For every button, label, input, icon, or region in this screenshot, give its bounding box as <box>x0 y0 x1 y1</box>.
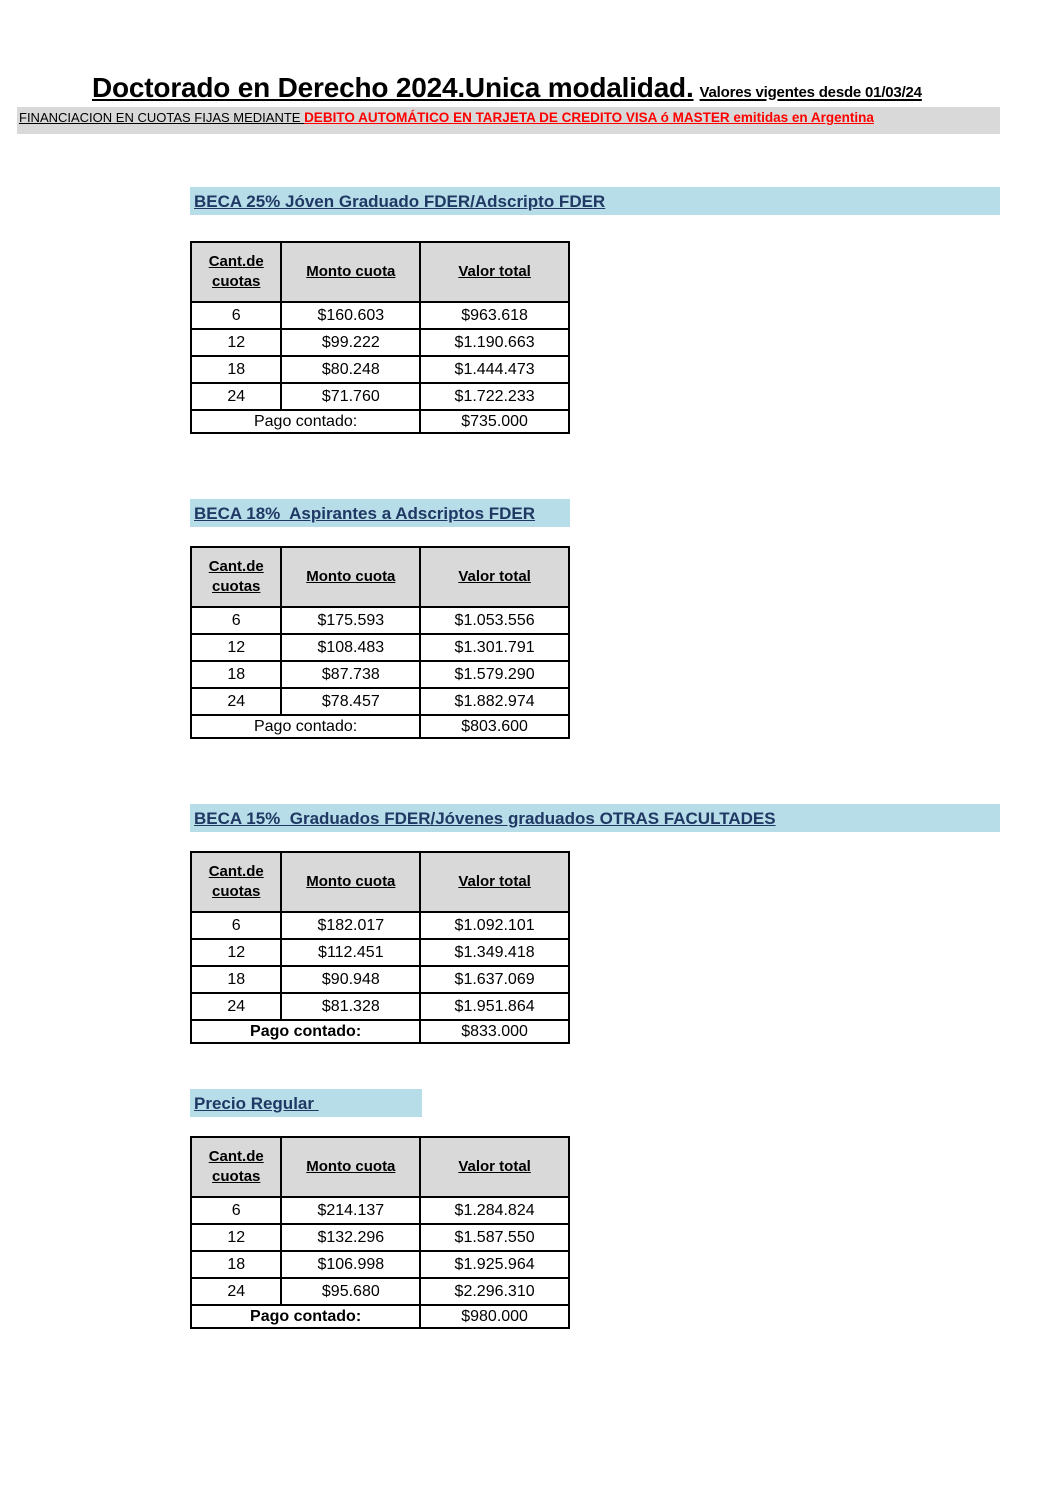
page-title <box>92 72 922 104</box>
cuotas-cell: 24 <box>191 993 281 1020</box>
contado-row <box>191 1020 569 1043</box>
monto-cell: $78.457 <box>281 688 420 715</box>
header-total: Valor total <box>420 547 569 607</box>
total-cell: $1.579.290 <box>420 661 569 688</box>
monto-cell: $214.137 <box>281 1197 420 1224</box>
table-row <box>191 302 569 329</box>
cuotas-cell: 18 <box>191 1251 281 1278</box>
total-cell: $1.053.556 <box>420 607 569 634</box>
total-cell: $1.190.663 <box>420 329 569 356</box>
cuotas-cell: 18 <box>191 661 281 688</box>
monto-cell: $175.593 <box>281 607 420 634</box>
total-cell: $1.637.069 <box>420 966 569 993</box>
monto-cell: $71.760 <box>281 383 420 410</box>
financing-highlight: DEBITO AUTOMÁTICO EN TARJETA DE CREDITO VISA ó MASTER emitidas en Argentina <box>304 110 874 125</box>
monto-cell: $87.738 <box>281 661 420 688</box>
financing-banner <box>17 107 1000 134</box>
table-row <box>191 634 569 661</box>
header-total: Valor total <box>420 852 569 912</box>
contado-value: $735.000 <box>420 410 569 433</box>
monto-cell: $132.296 <box>281 1224 420 1251</box>
section-header-beca-25: BECA 25% Jóven Graduado FDER/Adscripto FDER <box>190 187 1000 215</box>
table-row <box>191 607 569 634</box>
cuotas-cell: 12 <box>191 634 281 661</box>
table-row <box>191 688 569 715</box>
header-monto: Monto cuota <box>281 852 420 912</box>
financing-text: FINANCIACION EN CUOTAS FIJAS MEDIANTE <box>19 110 305 125</box>
header-cuotas: Cant.de cuotas <box>191 1137 281 1197</box>
monto-cell: $108.483 <box>281 634 420 661</box>
cuotas-cell: 12 <box>191 939 281 966</box>
contado-label: Pago contado: <box>191 715 420 738</box>
contado-value: $980.000 <box>420 1305 569 1328</box>
contado-label: Pago contado: <box>191 1305 420 1328</box>
monto-cell: $90.948 <box>281 966 420 993</box>
validity-date: Valores vigentes desde 01/03/24 <box>699 84 922 101</box>
header-total: Valor total <box>420 242 569 302</box>
table-row <box>191 329 569 356</box>
cuotas-cell: 6 <box>191 912 281 939</box>
contado-row <box>191 1305 569 1328</box>
table-row <box>191 1197 569 1224</box>
table-row <box>191 661 569 688</box>
total-cell: $963.618 <box>420 302 569 329</box>
total-cell: $1.722.233 <box>420 383 569 410</box>
contado-label: Pago contado: <box>191 1020 420 1043</box>
header-total: Valor total <box>420 1137 569 1197</box>
contado-row <box>191 715 569 738</box>
monto-cell: $81.328 <box>281 993 420 1020</box>
total-cell: $1.951.864 <box>420 993 569 1020</box>
monto-cell: $112.451 <box>281 939 420 966</box>
contado-value: $803.600 <box>420 715 569 738</box>
table-row <box>191 383 569 410</box>
table-row <box>191 1278 569 1305</box>
total-cell: $1.882.974 <box>420 688 569 715</box>
monto-cell: $160.603 <box>281 302 420 329</box>
total-cell: $1.301.791 <box>420 634 569 661</box>
cuotas-cell: 18 <box>191 966 281 993</box>
cuotas-cell: 24 <box>191 688 281 715</box>
total-cell: $2.296.310 <box>420 1278 569 1305</box>
price-table-beca-25 <box>190 241 570 434</box>
cuotas-cell: 6 <box>191 607 281 634</box>
total-cell: $1.284.824 <box>420 1197 569 1224</box>
table-row <box>191 912 569 939</box>
monto-cell: $99.222 <box>281 329 420 356</box>
contado-value: $833.000 <box>420 1020 569 1043</box>
monto-cell: $106.998 <box>281 1251 420 1278</box>
monto-cell: $182.017 <box>281 912 420 939</box>
cuotas-cell: 6 <box>191 302 281 329</box>
price-table-beca-15 <box>190 851 570 1044</box>
cuotas-cell: 12 <box>191 1224 281 1251</box>
table-row <box>191 1251 569 1278</box>
monto-cell: $80.248 <box>281 356 420 383</box>
total-cell: $1.092.101 <box>420 912 569 939</box>
total-cell: $1.925.964 <box>420 1251 569 1278</box>
table-row <box>191 966 569 993</box>
price-table-beca-18 <box>190 546 570 739</box>
contado-label: Pago contado: <box>191 410 420 433</box>
section-header-beca-15: BECA 15% Graduados FDER/Jóvenes graduados OTRAS FACULTADES <box>190 804 1000 832</box>
price-table-precio-regular <box>190 1136 570 1329</box>
cuotas-cell: 6 <box>191 1197 281 1224</box>
monto-cell: $95.680 <box>281 1278 420 1305</box>
page-title-main: Doctorado en Derecho 2024.Unica modalidad. <box>92 72 694 103</box>
total-cell: $1.587.550 <box>420 1224 569 1251</box>
table-row <box>191 993 569 1020</box>
cuotas-cell: 12 <box>191 329 281 356</box>
header-cuotas: Cant.de cuotas <box>191 852 281 912</box>
contado-row <box>191 410 569 433</box>
table-row <box>191 939 569 966</box>
cuotas-cell: 18 <box>191 356 281 383</box>
header-monto: Monto cuota <box>281 1137 420 1197</box>
total-cell: $1.349.418 <box>420 939 569 966</box>
cuotas-cell: 24 <box>191 383 281 410</box>
header-monto: Monto cuota <box>281 547 420 607</box>
section-header-precio-regular: Precio Regular <box>190 1089 422 1117</box>
header-monto: Monto cuota <box>281 242 420 302</box>
cuotas-cell: 24 <box>191 1278 281 1305</box>
table-row <box>191 356 569 383</box>
table-row <box>191 1224 569 1251</box>
header-cuotas: Cant.de cuotas <box>191 242 281 302</box>
total-cell: $1.444.473 <box>420 356 569 383</box>
header-cuotas: Cant.de cuotas <box>191 547 281 607</box>
section-header-beca-18: BECA 18% Aspirantes a Adscriptos FDER <box>190 499 570 527</box>
